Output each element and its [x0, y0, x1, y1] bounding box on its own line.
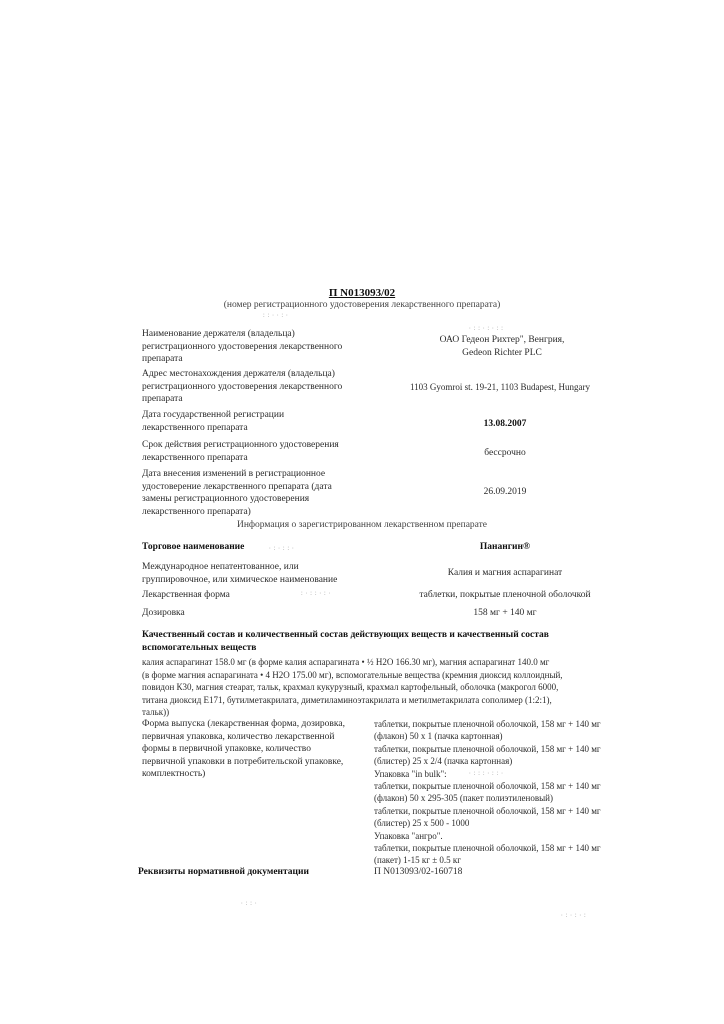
- validity-label: Срок действия регистрационного удостоверения лекарственного препарата: [142, 440, 339, 463]
- release-line: таблетки, покрытые пленочной оболочкой, 158 мг + 140 мг: [374, 805, 601, 816]
- reg-date-value: 13.08.2007: [483, 419, 527, 429]
- release-line: (флакон) 50 x 295-305 (пакет полиэтиленовый): [374, 793, 553, 804]
- release-line: таблетки, покрытые пленочной оболочкой, 158 мг + 140 мг: [374, 719, 601, 729]
- scan-noise: ·:::·::·: [468, 770, 505, 777]
- release-line: Упаковка "in bulk":: [374, 768, 447, 779]
- dosage-form-value: таблетки, покрытые пленочной оболочкой: [419, 590, 591, 600]
- release-line: таблетки, покрытые пленочной оболочкой, 158 мг + 140 мг: [374, 743, 601, 754]
- release-line: (блистер) 25 x 500 - 1000: [374, 818, 470, 829]
- release-line: таблетки, покрытые пленочной оболочкой, 158 мг + 140 мг: [374, 843, 601, 854]
- dosage-form-label: Лекарственная форма: [142, 590, 230, 600]
- scan-noise: ::··:·: [262, 312, 290, 319]
- composition-text: калия аспарагинат 158.0 мг (в форме калия аспарагината • ½ H2O 166.30 мг), магния аспарагинат 140.0 мг (в форме магния аспарагината • 4 H2O 175.00 мг), вспомогательные вещества (кремния диоксид коллоидный, повидон К30, магния стеарат, тальк, крахмал кукурузный, крахмал картофельный, оболочка (макрогол 6000, титана диоксид Е171, бутилметакрилата, диметиламиноэтакрилата и метилметакрилата сополимер (1:2:1), тальк)): [142, 657, 563, 717]
- release-line: (пакет) 1-15 кг ± 0.5 кг: [374, 855, 461, 866]
- dosage-value: 158 мг + 140 мг: [473, 608, 537, 618]
- reg-date-label: Дата государственной регистрации лекарственного препарата: [142, 410, 285, 433]
- info-heading: Информация о зарегистрированном лекарственном препарате: [236, 520, 488, 530]
- holder-name-value-1: ОАО Гедеон Рихтер", Венгрия,: [439, 335, 565, 345]
- release-form-values: [374, 718, 601, 867]
- holder-address-value: 1103 Gyomroi st. 19-21, 1103 Budapest, Hungary: [409, 382, 591, 392]
- trade-name-label: Торговое наименование: [142, 542, 245, 552]
- release-line: (флакон) 50 x 1 (пачка картонная): [374, 731, 503, 742]
- holder-name-label: Наименование держателя (владельца) регистрационного удостоверения лекарственного препарата: [142, 329, 343, 364]
- dosage-label: Дозировка: [142, 608, 185, 618]
- reg-number-caption: (номер регистрационного удостоверения лекарственного препарата): [223, 300, 501, 310]
- inn-value: Калия и магния аспарагинат: [447, 568, 563, 578]
- validity-value: бессрочно: [484, 448, 526, 458]
- holder-address-label: Адрес местонахождения держателя (владельца) регистрационного удостоверения лекарственного препарата: [142, 369, 343, 404]
- trade-name-value: Панангин®: [479, 542, 531, 552]
- release-line: (блистер) 25 x 2/4 (пачка картонная): [374, 756, 513, 767]
- release-form-label: Форма выпуска (лекарственная форма, дозировка, первичная упаковка, количество лекарственной формы в первичной упаковке, количество первичной упаковки в потребительской упаковке, комплектность): [142, 719, 345, 779]
- scan-noise: :·::·:·: [300, 590, 333, 597]
- inn-label: Международное непатентованное, или группировочное, или химическое наименование: [142, 562, 338, 585]
- release-line: таблетки, покрытые пленочной оболочкой, 158 мг + 140 мг: [374, 781, 601, 792]
- release-line: Упаковка "ангро".: [374, 830, 443, 841]
- composition-heading: Качественный состав и количественный состав действующих веществ и качественный состав вспомогательных веществ: [142, 630, 549, 653]
- scan-noise: ·:·:·:: [560, 912, 588, 919]
- normative-label: Реквизиты нормативной документации: [138, 867, 309, 877]
- reg-number: П N013093/02: [328, 287, 396, 299]
- scan-noise: ·:·::·: [268, 545, 296, 552]
- change-date-value: 26.09.2019: [483, 487, 527, 497]
- change-date-label: Дата внесения изменений в регистрационное удостоверение лекарственного препарата (дата замены регистрационного удостоверения лекарственного препарата): [142, 469, 332, 517]
- scan-noise: ·::·: [240, 900, 259, 907]
- holder-name-value-2: Gedeon Richter PLC: [462, 348, 542, 358]
- scan-noise: ·::·:·::: [468, 325, 505, 332]
- normative-value: П N013093/02-160718: [374, 867, 463, 877]
